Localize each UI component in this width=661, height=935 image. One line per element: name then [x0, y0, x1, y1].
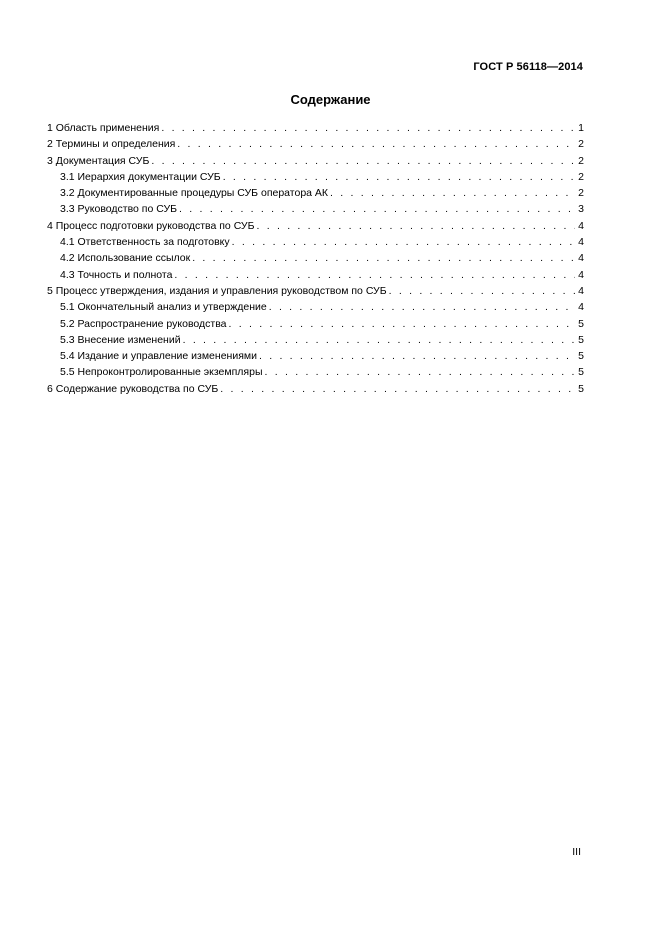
toc-entry[interactable] — [47, 381, 584, 397]
toc-entry-label: 3.1 Иерархия документации СУБ — [60, 170, 221, 183]
toc-entry-label: 3.3 Руководство по СУБ — [60, 203, 178, 216]
toc-entry-page: 5 — [578, 350, 584, 363]
toc-entry-label: 2 Термины и определения — [47, 138, 176, 151]
toc-entry[interactable] — [47, 250, 584, 266]
toc-entry[interactable] — [47, 136, 584, 152]
toc-entry-label: 4 Процесс подготовки руководства по СУБ — [47, 219, 255, 232]
toc-entry-page: 5 — [578, 333, 584, 346]
toc-dot-leader — [229, 316, 576, 332]
toc-entry-page: 5 — [578, 366, 584, 379]
toc-entry-label: 5.1 Окончательный анализ и утверждение — [60, 301, 267, 314]
toc-dot-leader — [259, 348, 575, 364]
toc-entry-page: 2 — [578, 138, 584, 151]
toc-dot-leader — [265, 364, 576, 380]
toc-entry[interactable] — [47, 201, 584, 217]
toc-dot-leader — [177, 136, 575, 152]
toc-dot-leader — [269, 299, 575, 315]
toc-entry[interactable] — [47, 120, 584, 136]
toc-dot-leader — [220, 381, 575, 397]
toc-entry-page: 2 — [578, 187, 584, 200]
page-title: Содержание — [290, 92, 371, 107]
toc-entry-page: 2 — [578, 170, 584, 183]
toc-entry-label: 5.2 Распространение руководства — [60, 317, 227, 330]
toc-entry-label: 5.5 Непроконтролированные экземпляры — [60, 366, 263, 379]
toc-dot-leader — [161, 120, 575, 136]
toc-entry-page: 4 — [578, 236, 584, 249]
toc-entry[interactable] — [47, 364, 584, 380]
toc-entry[interactable] — [47, 185, 584, 201]
toc-dot-leader — [232, 234, 576, 250]
toc-entry-page: 1 — [578, 122, 584, 134]
toc-dot-leader — [389, 283, 576, 299]
toc-entry-label: 6 Содержание руководства по СУБ — [47, 382, 219, 395]
table-of-contents — [47, 120, 584, 397]
toc-entry-page: 4 — [578, 219, 584, 232]
toc-entry[interactable] — [47, 332, 584, 348]
toc-entry-label: 5.4 Издание и управление изменениями — [60, 350, 257, 363]
toc-entry-page: 5 — [578, 382, 584, 395]
toc-entry-page: 4 — [578, 268, 584, 281]
toc-entry-page: 4 — [578, 301, 584, 314]
toc-dot-leader — [223, 169, 575, 185]
toc-dot-leader — [330, 185, 575, 201]
toc-entry-label: 1 Область применения — [47, 122, 160, 134]
toc-entry[interactable] — [47, 267, 584, 283]
toc-entry-label: 5.3 Внесение изменений — [60, 333, 181, 346]
toc-dot-leader — [256, 218, 575, 234]
toc-entry-page: 5 — [578, 317, 584, 330]
toc-entry[interactable] — [47, 348, 584, 364]
toc-dot-leader — [183, 332, 576, 348]
toc-entry-label: 4.2 Использование ссылок — [60, 252, 191, 265]
document-code: ГОСТ Р 56118—2014 — [473, 61, 583, 73]
toc-entry[interactable] — [47, 234, 584, 250]
toc-entry[interactable] — [47, 169, 584, 185]
toc-dot-leader — [192, 250, 575, 266]
toc-entry-page: 2 — [578, 154, 584, 167]
toc-entry-label: 3 Документация СУБ — [47, 154, 150, 167]
toc-entry-page: 3 — [578, 203, 584, 216]
toc-entry-page: 4 — [578, 284, 584, 297]
toc-entry-label: 4.3 Точность и полнота — [60, 268, 173, 281]
toc-entry-label: 3.2 Документированные процедуры СУБ оператора АК — [60, 187, 329, 200]
page-number: III — [572, 846, 581, 858]
toc-entry-page: 4 — [578, 252, 584, 265]
toc-entry[interactable] — [47, 153, 584, 169]
toc-entry[interactable] — [47, 299, 584, 315]
toc-entry[interactable] — [47, 316, 584, 332]
toc-dot-leader — [151, 153, 575, 169]
toc-entry[interactable] — [47, 218, 584, 234]
toc-entry[interactable] — [47, 283, 584, 299]
toc-entry-label: 5 Процесс утверждения, издания и управления руководством по СУБ — [47, 284, 387, 297]
toc-dot-leader — [179, 201, 575, 217]
toc-entry-label: 4.1 Ответственность за подготовку — [60, 236, 230, 249]
toc-dot-leader — [174, 267, 575, 283]
